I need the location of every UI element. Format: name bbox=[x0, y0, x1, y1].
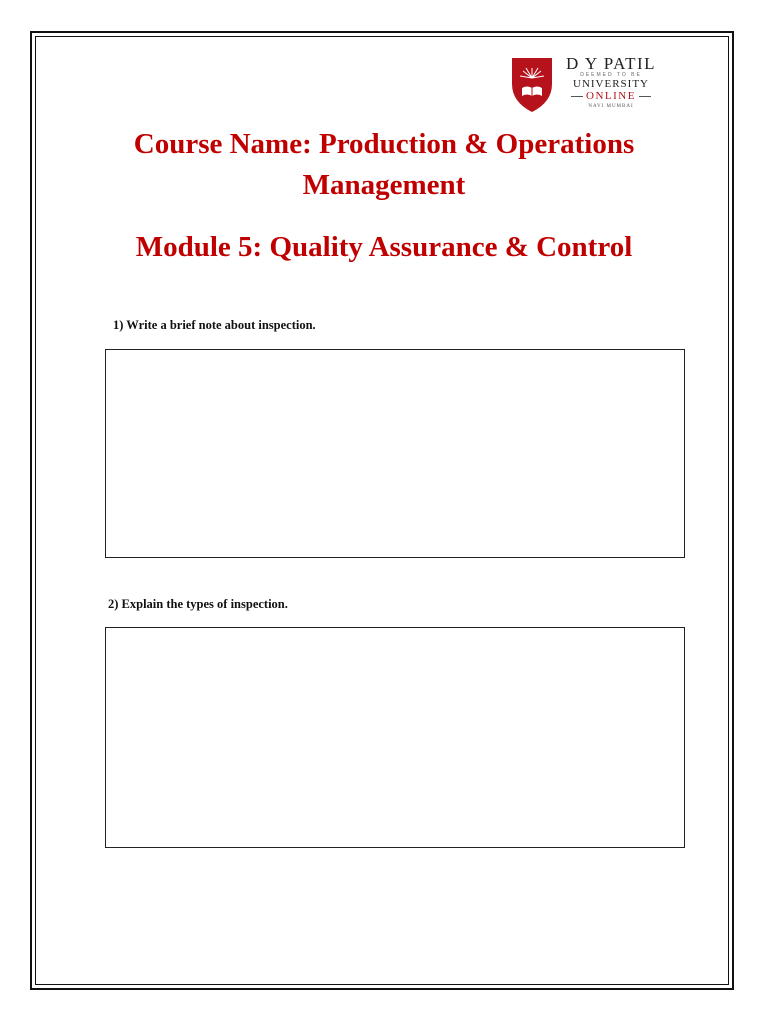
logo-university: UNIVERSITY bbox=[573, 78, 649, 90]
university-logo bbox=[510, 52, 670, 118]
course-title: Course Name: Production & Operations Management bbox=[133, 128, 635, 201]
logo-online: ONLINE bbox=[586, 90, 636, 102]
question-1: 1) Write a brief note about inspection. bbox=[113, 318, 316, 332]
logo-name: D Y PATIL bbox=[566, 54, 657, 73]
module-title: Module 5: Quality Assurance & Control bbox=[135, 231, 633, 263]
answer-box-2[interactable] bbox=[105, 627, 685, 848]
answer-box-1[interactable] bbox=[105, 349, 685, 558]
logo-deemed: DEEMED TO BE bbox=[580, 72, 642, 78]
shield-emblem-icon bbox=[510, 54, 554, 114]
question-2: 2) Explain the types of inspection. bbox=[108, 597, 288, 611]
logo-location: NAVI MUMBAI bbox=[588, 104, 634, 109]
